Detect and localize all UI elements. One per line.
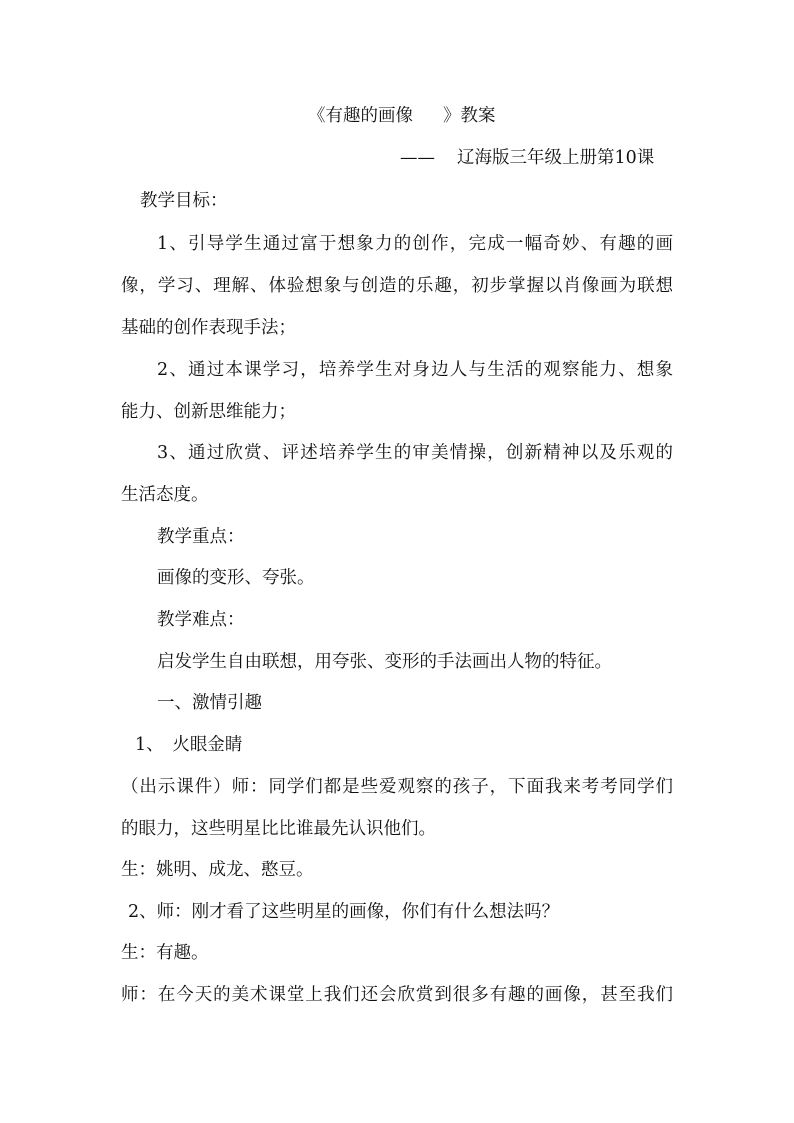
goal-3-line-2: 生活态度。 xyxy=(121,485,209,505)
dialogue-line-2: 的眼力，这些明星比比谁最先认识他们。 xyxy=(121,819,436,839)
heading-difficulties: 教学难点： xyxy=(157,610,245,630)
activity-1-heading: 1、 火眼金睛 xyxy=(135,735,243,755)
goal-1-line-1: 1、引导学生通过富于想象力的创作，完成一幅奇妙、有趣的画 xyxy=(157,234,673,254)
student-answer-1: 生：姚明、成龙、憨豆。 xyxy=(121,860,314,880)
student-answer-2: 生：有趣。 xyxy=(121,943,209,963)
difficulties-text: 启发学生自由联想，用夸张、变形的手法画出人物的特征。 xyxy=(157,652,612,672)
document-title xyxy=(308,104,496,128)
goal-2-line-1: 2、通过本课学习，培养学生对身边人与生活的观察能力、想象 xyxy=(157,360,673,380)
goal-3-line-1: 3、通过欣赏、评述培养学生的审美情操，创新精神以及乐观的 xyxy=(157,443,673,463)
goal-1-line-3: 基础的创作表现手法； xyxy=(121,318,296,338)
goal-2-line-2: 能力、创新思维能力； xyxy=(121,402,296,422)
heading-teaching-goals: 教学目标： xyxy=(140,191,228,211)
title-main: 《有趣的画像 xyxy=(308,106,413,126)
dialogue-line-1: （出示课件）师：同学们都是些爱观察的孩子，下面我来考考同学们 xyxy=(121,777,673,797)
teacher-question-2: 2、师：刚才看了这些明星的画像，你们有什么想法吗？ xyxy=(128,902,560,922)
heading-key-points: 教学重点： xyxy=(157,527,245,547)
subtitle-text: 辽海版三年级上册第10课 xyxy=(457,148,655,168)
title-end: 》教案 xyxy=(443,106,496,126)
key-points-text: 画像的变形、夸张。 xyxy=(157,568,315,588)
subtitle-dash: —— xyxy=(400,148,435,168)
goal-1-line-2: 像，学习、理解、体验想象与创造的乐趣，初步掌握以肖像画为联想 xyxy=(121,276,673,296)
teacher-statement: 师：在今天的美术课堂上我们还会欣赏到很多有趣的画像，甚至我们 xyxy=(121,985,673,1005)
section-1-heading: 一、激情引趣 xyxy=(157,693,262,713)
document-subtitle xyxy=(400,146,654,170)
